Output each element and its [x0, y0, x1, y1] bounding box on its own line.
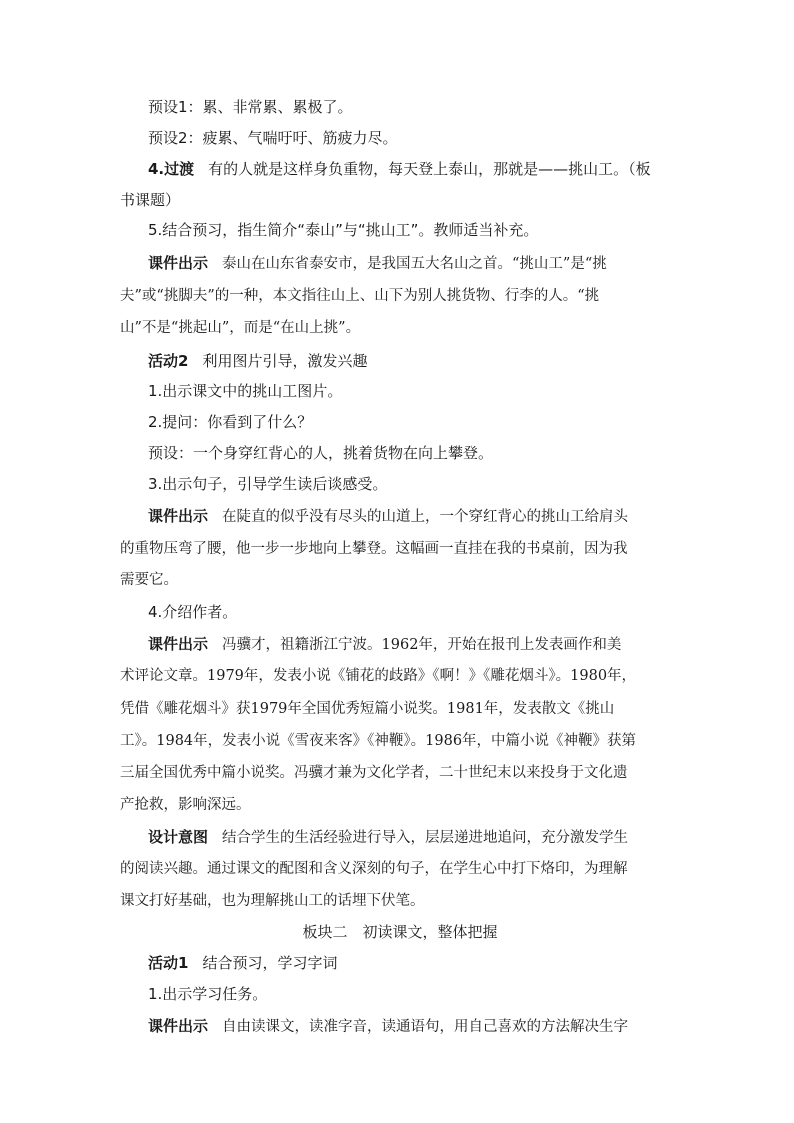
- design-intent-cont-2: 课文打好基础，也为理解挑山工的话埋下伏笔。: [120, 893, 425, 909]
- courseware-author-cont-3: 工》。1984年，发表小说《雪夜来客》《神鞭》。1986年，中篇小说《神鞭》获第: [120, 733, 637, 749]
- activity-1-heading: 活动1 结合预习，学习字词: [148, 954, 338, 972]
- courseware-taishan-cont-2: 山”不是“挑起山”，而是“在山上挑”。: [120, 320, 361, 336]
- activity-2-heading: 活动2 利用图片引导，激发兴趣: [148, 352, 368, 370]
- courseware-taishan-cont-1: 夫”或“挑脚夫”的一种，本文指往山上、山下为别人挑货物、行李的人。“挑: [120, 288, 600, 304]
- design-intent-label: 设计意图: [148, 828, 209, 846]
- courseware-author-cont-2: 凭借《雕花烟斗》获1979年全国优秀短篇小说奖。1981年，发表散文《挑山: [120, 701, 615, 717]
- courseware-sentence-cont-1: 的重物压弯了腰，他一步一步地向上攀登。这幅画一直挂在我的书桌前，因为我: [120, 541, 628, 557]
- transition-line: 4.过渡 有的人就是这样身负重物，每天登上泰山，那就是——挑山工。（板: [148, 160, 651, 178]
- courseware-label: 课件出示: [148, 1017, 209, 1035]
- courseware-sentence-cont-2: 需要它。: [120, 572, 178, 588]
- step-show-sentence: 3.出示句子，引导学生读后谈感受。: [148, 475, 388, 493]
- courseware-author-cont-4: 三届全国优秀中篇小说奖。冯骥才兼为文化学者，二十世纪末以来投身于文化遗: [120, 765, 628, 781]
- design-intent: 设计意图 结合学生的生活经验进行导入，层层递进地追问，充分激发学生: [148, 828, 629, 846]
- preset-1: 预设1：累、非常累、累极了。: [148, 98, 353, 116]
- courseware-taishan: 课件出示 泰山在山东省泰安市，是我国五大名山之首。“挑山工”是“挑: [148, 254, 607, 272]
- section-2-heading: 板块二 初读课文，整体把握: [302, 923, 498, 941]
- courseware-author-cont-1: 术评论文章。1979年，发表小说《铺花的歧路》《啊！》《雕花烟斗》。1980年，: [120, 668, 637, 684]
- courseware-author-cont-5: 产抢救，影响深远。: [120, 797, 251, 813]
- courseware-label: 课件出示: [148, 507, 209, 525]
- transition-line-cont: 书课题）: [120, 191, 181, 209]
- step-show-picture: 1.出示课文中的挑山工图片。: [148, 382, 343, 400]
- activity-label: 活动2: [148, 352, 189, 370]
- step-5: 5.结合预习，指生简介“泰山”与“挑山工”。教师适当补充。: [148, 221, 539, 239]
- preset-answer: 预设：一个身穿红背心的人，挑着货物在向上攀登。: [148, 444, 494, 462]
- step-show-task: 1.出示学习任务。: [148, 985, 268, 1003]
- courseware-task: 课件出示 自由读课文，读准字音，读通语句，用自己喜欢的方法解决生字: [148, 1017, 629, 1035]
- preset-2: 预设2：疲累、气喘吁吁、筋疲力尽。: [148, 129, 398, 147]
- transition-label: 4.过渡: [148, 160, 195, 178]
- design-intent-cont-1: 的阅读兴趣。通过课文的配图和含义深刻的句子，在学生心中打下烙印，为理解: [120, 861, 628, 877]
- courseware-sentence: 课件出示 在陡直的似乎没有尽头的山道上，一个穿红背心的挑山工给肩头: [148, 507, 629, 525]
- activity-label: 活动1: [148, 954, 189, 972]
- step-introduce-author: 4.介绍作者。: [148, 603, 238, 621]
- courseware-author: 课件出示 冯骥才，祖籍浙江宁波。1962年，开始在报刊上发表画作和美: [148, 635, 622, 653]
- step-question: 2.提问：你看到了什么？: [148, 413, 313, 431]
- courseware-label: 课件出示: [148, 254, 209, 272]
- courseware-label: 课件出示: [148, 635, 209, 653]
